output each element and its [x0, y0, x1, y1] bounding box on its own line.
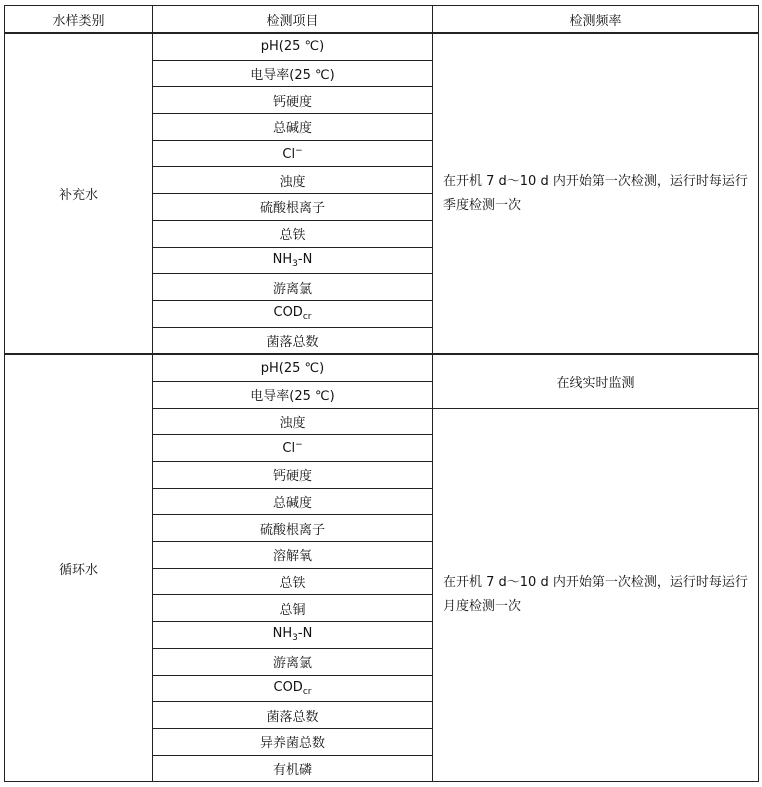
- test-item-name: 溶解氧: [272, 549, 312, 565]
- test-item-cell: [153, 675, 433, 702]
- test-item-name: COD: [273, 305, 303, 321]
- test-item-cell: [153, 622, 433, 649]
- test-item-cell: [153, 408, 433, 435]
- frequency-cell: 在开机 7 d～10 d 内开始第一次检测，运行时每运行月度检测一次: [433, 408, 759, 782]
- test-item-name: 浊度: [279, 415, 306, 431]
- test-item-cell: [153, 60, 433, 87]
- test-item-subscript: 3: [292, 633, 298, 644]
- test-item-cell: [153, 300, 433, 327]
- test-item-cell: [153, 247, 433, 274]
- header-row: [5, 6, 759, 34]
- test-item-name: 浊度: [279, 174, 306, 190]
- test-item-superscript: −: [295, 440, 303, 451]
- test-item-name: COD: [273, 679, 303, 695]
- test-item-cell: [153, 140, 433, 167]
- test-item-cell: [153, 194, 433, 221]
- test-item-name: 总碱度: [272, 496, 312, 512]
- test-item-name: Cl: [282, 441, 296, 457]
- test-item-cell: [153, 595, 433, 622]
- test-item-name: 总铜: [279, 602, 306, 618]
- test-item-cell: [153, 568, 433, 595]
- test-item-cell: [153, 728, 433, 755]
- test-item-name: NH: [272, 626, 293, 642]
- test-item-name: 菌落总数: [266, 709, 319, 725]
- test-item-cell: [153, 114, 433, 141]
- test-item-name: 菌落总数: [266, 334, 319, 350]
- test-item-subscript: cr: [302, 312, 312, 323]
- table-row: [5, 354, 759, 381]
- test-item-cell: [153, 462, 433, 489]
- test-item-name: 总碱度: [272, 121, 312, 137]
- test-item-name: 有机磷: [272, 762, 312, 778]
- test-item-cell: [153, 542, 433, 569]
- test-item-name: 游离氯: [272, 281, 312, 297]
- header-test-item: 检测项目: [153, 6, 433, 34]
- test-item-cell: [153, 515, 433, 542]
- test-item-subscript: cr: [302, 686, 312, 697]
- test-item-cell: [153, 87, 433, 114]
- test-item-cell: [153, 755, 433, 782]
- test-item-cell: [153, 33, 433, 60]
- test-item-name: 游离氯: [272, 656, 312, 672]
- test-item-cell: [153, 327, 433, 354]
- test-item-name: pH(25 ℃): [260, 39, 325, 55]
- sample-type-cell: 循环水: [5, 354, 153, 782]
- monitoring-table: [4, 5, 759, 782]
- test-item-name: 硫酸根离子: [259, 201, 325, 217]
- header-frequency: 检测频率: [433, 6, 759, 34]
- table-row: [5, 33, 759, 60]
- test-item-name: 硫酸根离子: [259, 522, 325, 538]
- test-item-superscript: −: [295, 145, 303, 156]
- test-item-name: 电导率(25 ℃): [250, 389, 335, 405]
- test-item-name: NH: [272, 251, 293, 267]
- test-item-cell: [153, 702, 433, 729]
- test-item-name: Cl: [282, 146, 296, 162]
- test-item-suffix: -N: [297, 626, 313, 642]
- sample-type-cell: 补充水: [5, 33, 153, 354]
- test-item-suffix: -N: [297, 251, 313, 267]
- test-item-cell: [153, 648, 433, 675]
- test-item-cell: [153, 167, 433, 194]
- frequency-online-cell: 在线实时监测: [433, 354, 759, 408]
- test-item-cell: [153, 220, 433, 247]
- frequency-cell: 在开机 7 d～10 d 内开始第一次检测，运行时每运行季度检测一次: [433, 33, 759, 354]
- test-item-cell: [153, 381, 433, 408]
- test-item-cell: [153, 274, 433, 301]
- table-body: [5, 33, 759, 782]
- test-item-name: 电导率(25 ℃): [250, 68, 335, 84]
- test-item-name: 总铁: [279, 228, 306, 244]
- test-item-cell: [153, 488, 433, 515]
- test-item-name: 异养菌总数: [259, 736, 325, 752]
- test-item-name: 钙硬度: [272, 94, 312, 110]
- test-item-name: 钙硬度: [272, 469, 312, 485]
- header-sample-type: 水样类别: [5, 6, 153, 34]
- test-item-name: pH(25 ℃): [260, 360, 325, 376]
- test-item-cell: [153, 354, 433, 381]
- test-item-subscript: 3: [292, 258, 298, 269]
- test-item-name: 总铁: [279, 576, 306, 592]
- test-item-cell: [153, 435, 433, 462]
